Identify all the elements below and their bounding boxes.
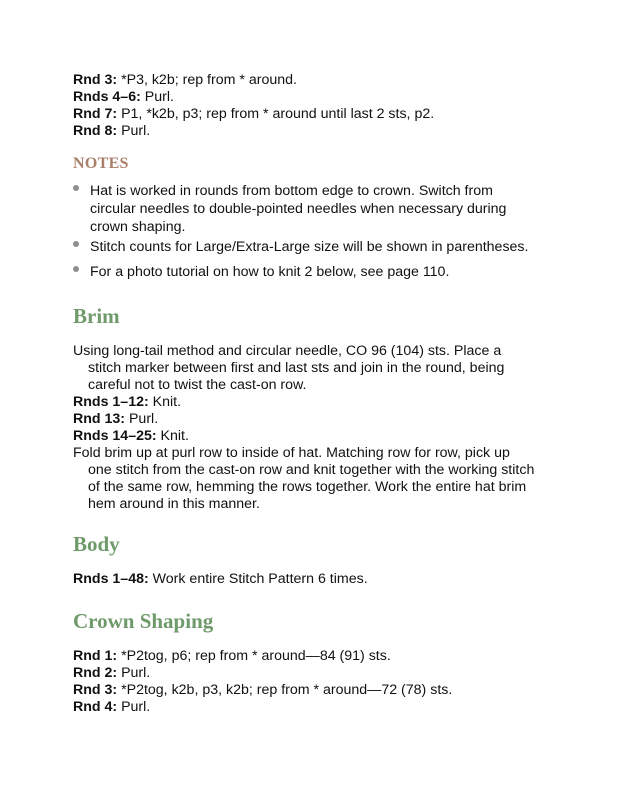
brim-fold xyxy=(73,445,534,513)
round-text: Knit. xyxy=(156,428,189,444)
text-line: hem around in this manner. xyxy=(88,496,260,512)
round-label: Rnd 1: xyxy=(73,648,118,664)
round-text: Purl. xyxy=(117,665,151,681)
note-item xyxy=(90,263,449,281)
round-label: Rnd 13: xyxy=(73,411,126,427)
round-line xyxy=(73,123,150,140)
section-heading-crown-shaping: Crown Shaping xyxy=(73,609,214,633)
bullet-icon xyxy=(73,241,79,247)
note-line: circular needles to double-pointed needles when necessary during xyxy=(90,201,507,217)
round-line xyxy=(73,699,150,716)
note-line: For a photo tutorial on how to knit 2 below, see page 110. xyxy=(90,264,450,280)
note-line: crown shaping. xyxy=(90,219,186,235)
round-label: Rnd 8: xyxy=(73,123,118,139)
text-line: of the same row, hemming the rows together. Work the entire hat brim xyxy=(88,479,527,495)
round-line xyxy=(73,648,391,665)
section-heading-brim: Brim xyxy=(73,304,120,328)
round-text: P1, *k2b, p3; rep from * around until last 2 sts, p2. xyxy=(117,106,435,122)
text-line: one stitch from the cast-on row and knit together with the working stitch xyxy=(88,462,535,478)
round-line xyxy=(73,571,368,588)
brim-intro xyxy=(73,343,504,394)
round-label: Rnd 2: xyxy=(73,665,118,681)
round-line xyxy=(73,665,150,682)
round-label: Rnds 4–6: xyxy=(73,89,141,105)
text-line: Using long-tail method and circular needle, CO 96 (104) sts. Place a xyxy=(73,343,502,359)
round-label: Rnd 7: xyxy=(73,106,118,122)
section-heading-body: Body xyxy=(73,532,120,556)
round-line xyxy=(73,428,189,445)
round-line xyxy=(73,394,181,411)
round-line xyxy=(73,106,434,123)
text-line: stitch marker between first and last sts and join in the round, being xyxy=(88,360,505,376)
round-line xyxy=(73,682,452,699)
round-text: *P3, k2b; rep from * around. xyxy=(117,72,297,88)
round-line xyxy=(73,411,158,428)
text-line: Fold brim up at purl row to inside of hat. Matching row for row, pick up xyxy=(73,445,510,461)
round-label: Rnd 4: xyxy=(73,699,118,715)
round-line xyxy=(73,89,174,106)
round-text: Purl. xyxy=(140,89,174,105)
note-item xyxy=(90,238,528,256)
round-label: Rnds 1–48: xyxy=(73,571,149,587)
round-text: Purl. xyxy=(125,411,159,427)
round-text: *P2tog, p6; rep from * around—84 (91) sts. xyxy=(117,648,391,664)
notes-heading: NOTES xyxy=(73,155,129,172)
round-text: Knit. xyxy=(148,394,182,410)
bullet-icon xyxy=(73,266,79,272)
round-line xyxy=(73,72,297,89)
round-label: Rnds 14–25: xyxy=(73,428,157,444)
bullet-icon xyxy=(73,185,79,191)
note-line: Stitch counts for Large/Extra-Large size will be shown in parentheses. xyxy=(90,239,529,255)
note-item xyxy=(90,182,506,236)
round-text: Work entire Stitch Pattern 6 times. xyxy=(148,571,368,587)
round-text: Purl. xyxy=(117,123,151,139)
text-line: careful not to twist the cast-on row. xyxy=(88,377,307,393)
round-label: Rnd 3: xyxy=(73,682,118,698)
round-label: Rnds 1–12: xyxy=(73,394,149,410)
note-line: Hat is worked in rounds from bottom edge to crown. Switch from xyxy=(90,183,493,199)
round-label: Rnd 3: xyxy=(73,72,118,88)
round-text: Purl. xyxy=(117,699,151,715)
round-text: *P2tog, k2b, p3, k2b; rep from * around—72 (78) sts. xyxy=(117,682,453,698)
